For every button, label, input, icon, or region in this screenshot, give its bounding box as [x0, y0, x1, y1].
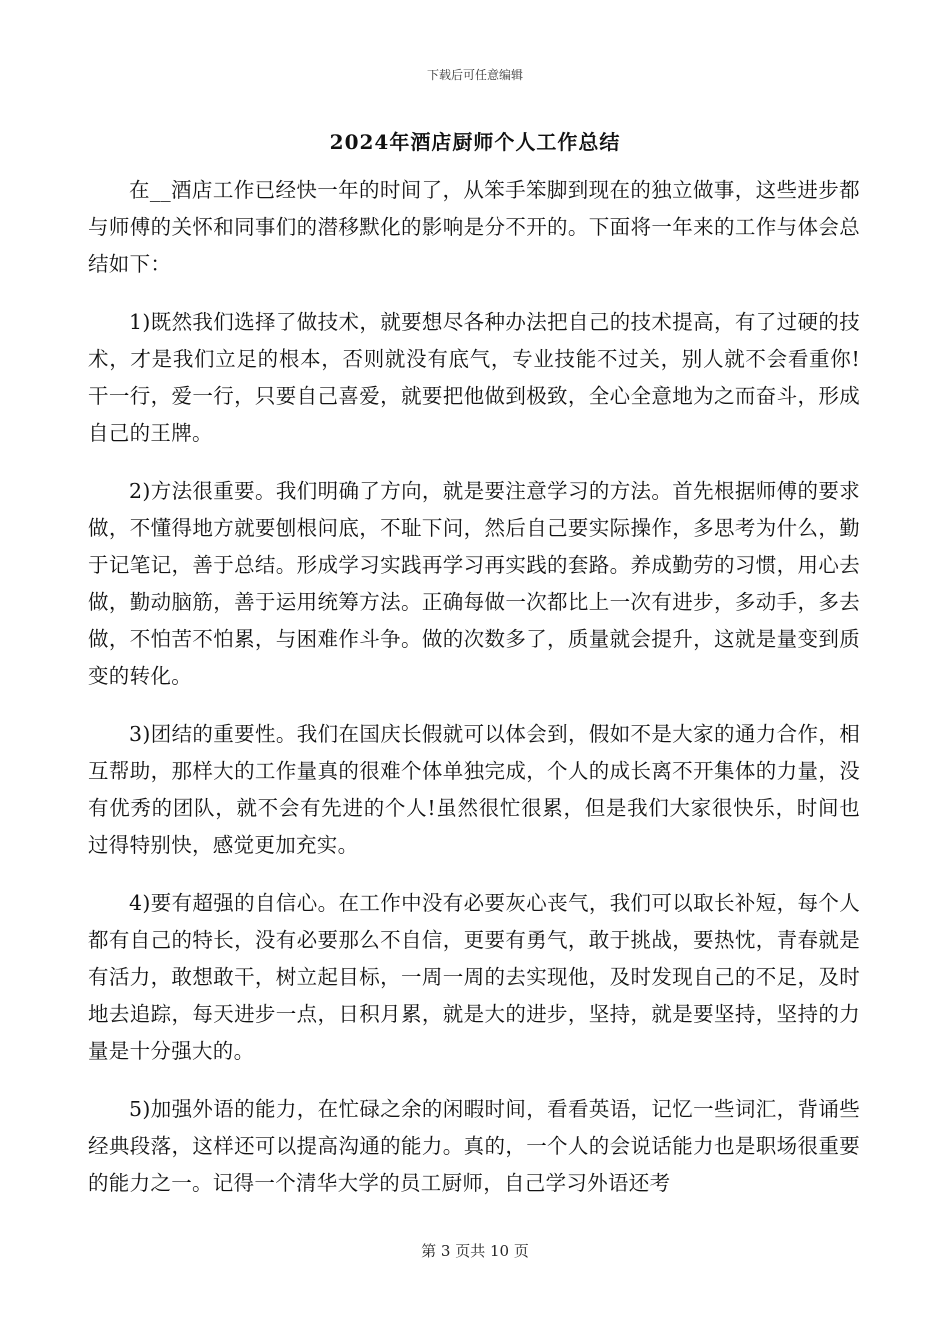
paragraph-point-2: 2)方法很重要。我们明确了方向，就是要注意学习的方法。首先根据师傅的要求做，不懂得地方就要刨根问底，不耻下问，然后自己要实际操作，多思考为什么，勤于记笔记，善于总结。形成学习实践再学习再实践的套路。养成勤劳的习惯，用心去做，勤动脑筋，善于运用统筹方法。正确每做一次都比上一次有进步，多动手，多去做，不怕苦不怕累，与困难作斗争。做的次数多了，质量就会提升，这就是量变到质变的转化。: [88, 479, 860, 688]
document-title: 2024年酒店厨师个人工作总结: [329, 130, 621, 154]
paragraph-point-3: 3)团结的重要性。我们在国庆长假就可以体会到，假如不是大家的通力合作，相互帮助，那样大的工作量真的很难个体单独完成，个人的成长离不开集体的力量，没有优秀的团队，就不会有先进的个人!虽然很忙很累，但是我们大家很快乐，时间也过得特别快，感觉更加充实。: [88, 722, 860, 857]
paragraph-point-5: 5)加强外语的能力，在忙碌之余的闲暇时间，看看英语，记忆一些词汇，背诵些经典段落，这样还可以提高沟通的能力。真的，一个人的会说话能力也是职场很重要的能力之一。记得一个清华大学的员工厨师，自己学习外语还考: [88, 1097, 860, 1195]
paragraph-intro: 在__酒店工作已经快一年的时间了，从笨手笨脚到现在的独立做事，这些进步都与师傅的关怀和同事们的潜移默化的影响是分不开的。下面将一年来的工作与体会总结如下：: [88, 178, 860, 276]
document-body: [88, 172, 860, 1223]
page-footer: 第 3 页共 10 页: [421, 1242, 529, 1260]
paragraph-point-4: 4)要有超强的自信心。在工作中没有必要灰心丧气，我们可以取长补短，每个人都有自己的特长，没有必要那么不自信，更要有勇气，敢于挑战，要热忱，青春就是有活力，敢想敢干，树立起目标，一周一周的去实现他，及时发现自己的不足，及时地去追踪，每天进步一点，日积月累，就是大的进步，坚持，就是要坚持，坚持的力量是十分强大的。: [88, 891, 860, 1063]
paragraph-point-1: 1)既然我们选择了做技术，就要想尽各种办法把自己的技术提高，有了过硬的技术，才是我们立足的根本，否则就没有底气，专业技能不过关，别人就不会看重你!干一行，爱一行，只要自己喜爱，就要把他做到极致，全心全意地为之而奋斗，形成自己的王牌。: [88, 310, 860, 445]
page-header: 下载后可任意编辑: [426, 68, 523, 82]
